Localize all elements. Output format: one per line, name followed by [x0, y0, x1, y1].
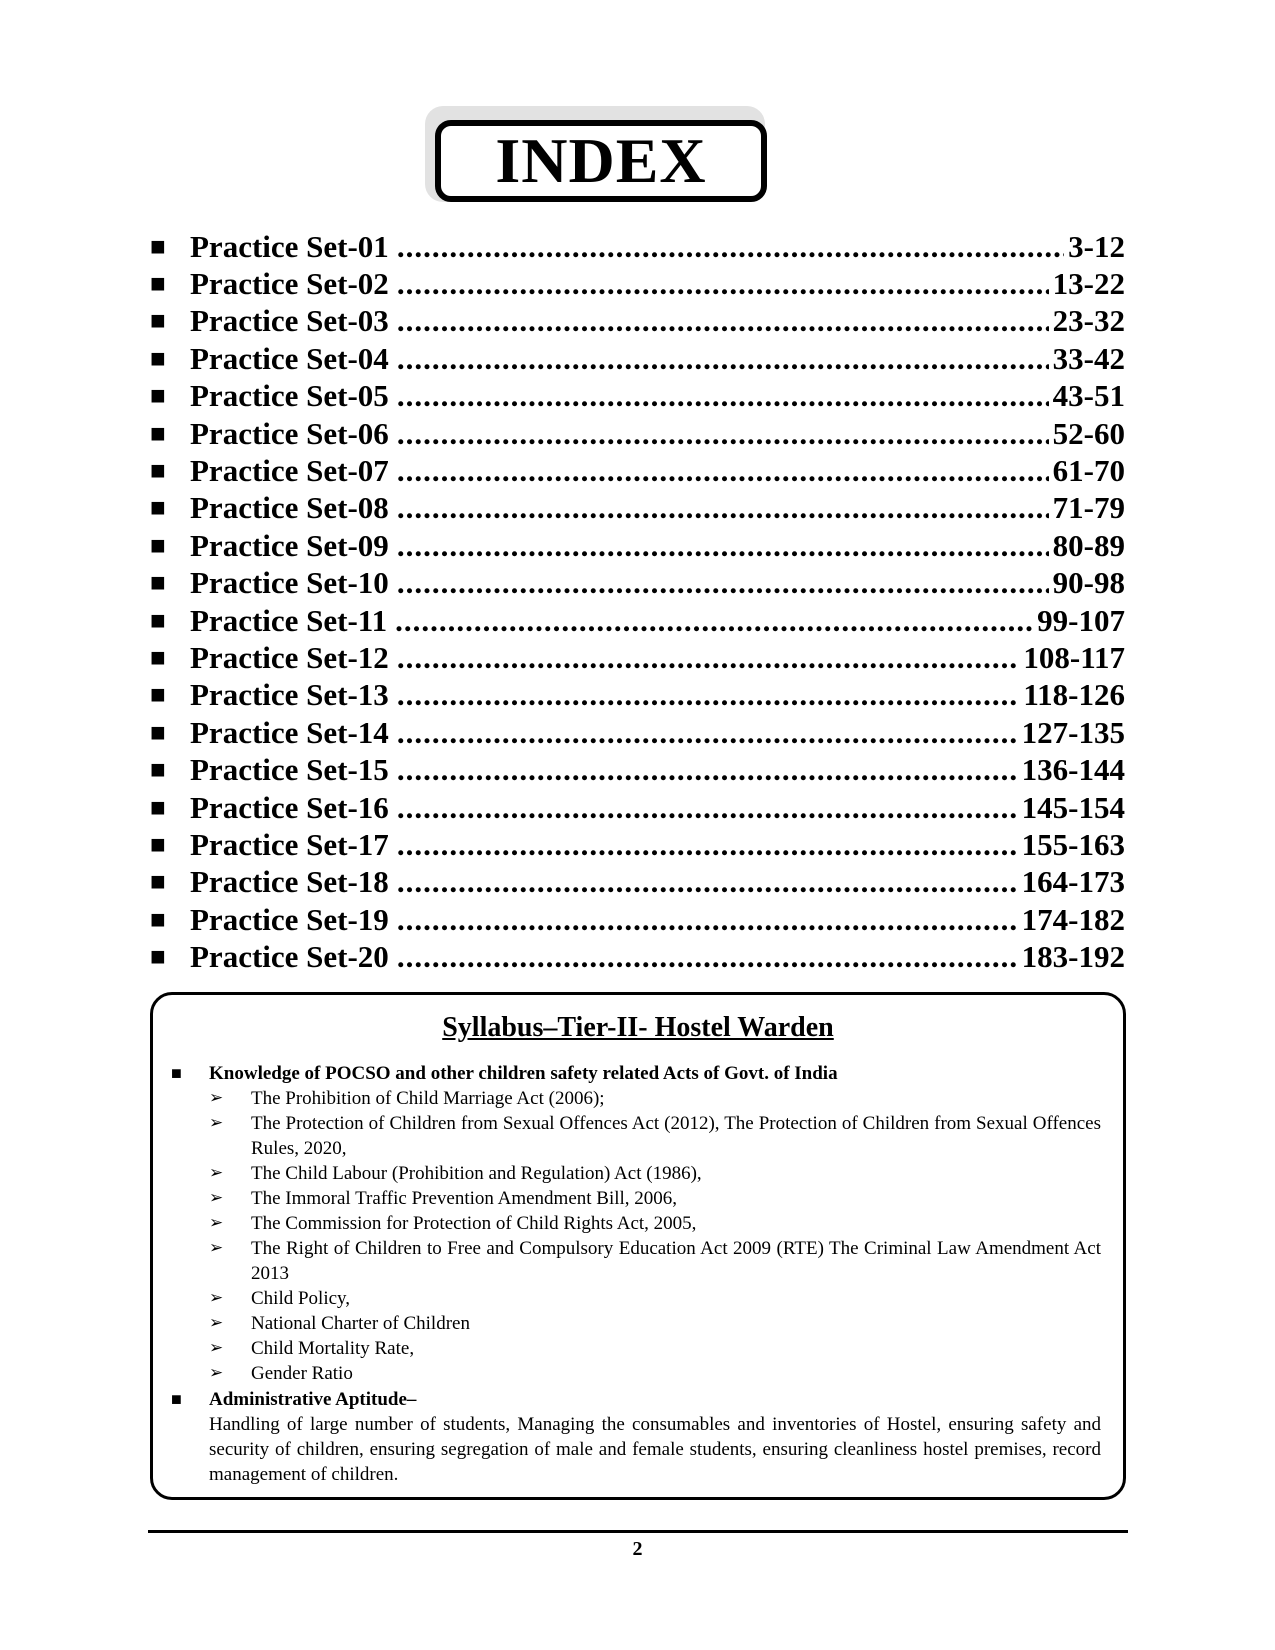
index-entry-label: Practice Set-15 [190, 752, 389, 788]
index-entry-label: Practice Set-16 [190, 789, 389, 825]
square-bullet-icon: ■ [150, 381, 166, 411]
index-entry-label: Practice Set-14 [190, 714, 389, 750]
index-row[interactable] [150, 901, 1125, 938]
square-bullet-icon: ■ [150, 568, 166, 598]
dot-leader [397, 902, 1018, 938]
square-bullet-icon: ■ [150, 680, 166, 710]
square-bullet-icon: ■ [150, 904, 166, 934]
dot-leader [397, 565, 1049, 601]
index-entry-label: Practice Set-06 [190, 415, 389, 451]
index-entry-pages: 13-22 [1052, 266, 1125, 302]
index-entry-label: Practice Set-08 [190, 490, 389, 526]
list-item [209, 1236, 1101, 1286]
list-item-text: Gender Ratio [251, 1363, 353, 1384]
section-heading-text: Administrative Aptitude– [209, 1389, 417, 1410]
arrow-bullet-icon: ➢ [209, 1113, 224, 1133]
title-frame [435, 120, 767, 202]
index-title-box [430, 110, 770, 220]
index-entry-label: Practice Set-10 [190, 565, 389, 601]
dot-leader [397, 303, 1049, 339]
index-entry-pages: 43-51 [1052, 378, 1125, 414]
dot-leader [397, 341, 1049, 377]
index-entry-label: Practice Set-11 [190, 602, 388, 638]
list-item [209, 1186, 1101, 1211]
syllabus-section-pocso [171, 1061, 1101, 1386]
square-bullet-icon: ■ [150, 231, 166, 261]
index-row[interactable] [150, 864, 1125, 901]
list-item-text: The Right of Children to Free and Compulsory Education Act 2009 (RTE) The Criminal Law Amendment Act 2013 [251, 1238, 1101, 1284]
square-bullet-icon: ■ [150, 642, 166, 672]
arrow-bullet-icon: ➢ [209, 1163, 224, 1183]
index-row[interactable] [150, 602, 1125, 639]
list-item-text: Child Policy, [251, 1288, 351, 1309]
index-row[interactable] [150, 565, 1125, 602]
index-entry-pages: 23-32 [1052, 303, 1125, 339]
index-row[interactable] [150, 751, 1125, 788]
index-entry-pages: 183-192 [1021, 939, 1125, 975]
index-entry-label: Practice Set-17 [190, 826, 389, 862]
index-entry-pages: 71-79 [1052, 490, 1125, 526]
dot-leader [397, 827, 1018, 863]
index-entry-pages: 99-107 [1037, 602, 1125, 638]
square-bullet-icon: ■ [150, 942, 166, 972]
index-row[interactable] [150, 228, 1125, 265]
syllabus-title: Syllabus–Tier-II- Hostel Warden [442, 1012, 834, 1043]
square-bullet-icon: ■ [150, 456, 166, 486]
arrow-bullet-icon: ➢ [209, 1288, 224, 1308]
square-bullet-icon: ■ [150, 343, 166, 373]
index-entry-pages: 108-117 [1023, 639, 1125, 675]
index-entry-pages: 90-98 [1052, 565, 1125, 601]
list-item-text: Child Mortality Rate, [251, 1338, 415, 1359]
square-bullet-icon: ■ [171, 1389, 182, 1409]
index-entry-pages: 174-182 [1021, 901, 1125, 937]
page-number: 2 [632, 1538, 643, 1560]
index-row[interactable] [150, 714, 1125, 751]
dot-leader [397, 939, 1018, 975]
index-entry-label: Practice Set-19 [190, 901, 389, 937]
dot-leader [397, 490, 1049, 526]
index-entry-label: Practice Set-01 [190, 228, 389, 264]
dot-leader [397, 715, 1018, 751]
index-row[interactable] [150, 265, 1125, 302]
index-entry-pages: 61-70 [1052, 453, 1125, 489]
index-entry-label: Practice Set-18 [190, 864, 389, 900]
list-item-text: The Immoral Traffic Prevention Amendment Bill, 2006, [251, 1188, 678, 1209]
index-entry-pages: 155-163 [1021, 826, 1125, 862]
list-item [209, 1336, 1101, 1361]
index-row[interactable] [150, 639, 1125, 676]
index-row[interactable] [150, 677, 1125, 714]
square-bullet-icon: ■ [150, 755, 166, 785]
index-entry-label: Practice Set-07 [190, 453, 389, 489]
index-row[interactable] [150, 938, 1125, 975]
arrow-bullet-icon: ➢ [209, 1238, 224, 1258]
list-item [209, 1286, 1101, 1311]
square-bullet-icon: ■ [150, 530, 166, 560]
index-entry-pages: 136-144 [1021, 752, 1125, 788]
section-heading [171, 1061, 1101, 1086]
index-entry-label: Practice Set-04 [190, 340, 389, 376]
dot-leader [397, 266, 1049, 302]
index-entry-pages: 52-60 [1052, 415, 1125, 451]
dot-leader [395, 603, 1033, 639]
square-bullet-icon: ■ [150, 418, 166, 448]
arrow-bullet-icon: ➢ [209, 1313, 224, 1333]
dot-leader [397, 640, 1020, 676]
index-entry-label: Practice Set-02 [190, 266, 389, 302]
square-bullet-icon: ■ [150, 493, 166, 523]
index-row[interactable] [150, 789, 1125, 826]
dot-leader [397, 677, 1020, 713]
page-title: INDEX [495, 125, 707, 196]
index-entry-label: Practice Set-13 [190, 677, 389, 713]
dot-leader [397, 378, 1049, 414]
index-entry-label: Practice Set-20 [190, 939, 389, 975]
list-item [209, 1086, 1101, 1111]
square-bullet-icon: ■ [150, 306, 166, 336]
index-entry-pages: 164-173 [1021, 864, 1125, 900]
index-entry-label: Practice Set-03 [190, 303, 389, 339]
index-row[interactable] [150, 415, 1125, 452]
section-body-text: Handling of large number of students, Managing the consumables and inventories of Hostel, ensuring safety and security of children, ensuring segregation of male and female students, ensuring cleanliness hostel premises, record management of children. [209, 1414, 1101, 1485]
index-entry-pages: 80-89 [1052, 527, 1125, 563]
index-entry-label: Practice Set-09 [190, 527, 389, 563]
arrow-bullet-icon: ➢ [209, 1188, 224, 1208]
arrow-bullet-icon: ➢ [209, 1338, 224, 1358]
dot-leader [397, 752, 1018, 788]
index-entry-pages: 33-42 [1052, 340, 1125, 376]
dot-leader [397, 453, 1049, 489]
index-row[interactable] [150, 452, 1125, 489]
syllabus-item-list [209, 1086, 1101, 1386]
index-entry-pages: 145-154 [1021, 789, 1125, 825]
dot-leader [397, 416, 1049, 452]
list-item-text: The Prohibition of Child Marriage Act (2006); [251, 1088, 605, 1109]
index-row[interactable] [150, 527, 1125, 564]
square-bullet-icon: ■ [150, 829, 166, 859]
index-entry-pages: 3-12 [1068, 228, 1125, 264]
list-item [209, 1161, 1101, 1186]
list-item [209, 1111, 1101, 1161]
list-item [209, 1211, 1101, 1236]
index-row[interactable] [150, 303, 1125, 340]
list-item-text: The Child Labour (Prohibition and Regulation) Act (1986), [251, 1163, 702, 1184]
arrow-bullet-icon: ➢ [209, 1088, 224, 1108]
index-entry-pages: 118-126 [1023, 677, 1125, 713]
dot-leader [397, 229, 1064, 265]
index-entry-label: Practice Set-12 [190, 639, 389, 675]
section-heading [171, 1387, 1101, 1412]
dot-leader [397, 528, 1049, 564]
dot-leader [397, 790, 1018, 826]
arrow-bullet-icon: ➢ [209, 1213, 224, 1233]
index-row[interactable] [150, 826, 1125, 863]
list-item [209, 1311, 1101, 1336]
index-row[interactable] [150, 378, 1125, 415]
list-item-text: The Commission for Protection of Child Rights Act, 2005, [251, 1213, 697, 1234]
square-bullet-icon: ■ [171, 1063, 182, 1083]
footer-divider [148, 1530, 1128, 1533]
square-bullet-icon: ■ [150, 717, 166, 747]
syllabus-box [150, 992, 1126, 1500]
index-entry-pages: 127-135 [1021, 714, 1125, 750]
square-bullet-icon: ■ [150, 605, 166, 635]
index-row[interactable] [150, 340, 1125, 377]
syllabus-section-admin [171, 1387, 1101, 1487]
list-item-text: National Charter of Children [251, 1313, 470, 1334]
list-item-text: The Protection of Children from Sexual Offences Act (2012), The Protection of Children from Sexual Offences Rules, 2020, [251, 1113, 1101, 1159]
dot-leader [397, 864, 1018, 900]
section-heading-text: Knowledge of POCSO and other children safety related Acts of Govt. of India [209, 1063, 838, 1084]
arrow-bullet-icon: ➢ [209, 1363, 224, 1383]
square-bullet-icon: ■ [150, 792, 166, 822]
index-row[interactable] [150, 490, 1125, 527]
list-item [209, 1361, 1101, 1386]
index-list [150, 228, 1125, 976]
index-entry-label: Practice Set-05 [190, 378, 389, 414]
square-bullet-icon: ■ [150, 269, 166, 299]
square-bullet-icon: ■ [150, 867, 166, 897]
